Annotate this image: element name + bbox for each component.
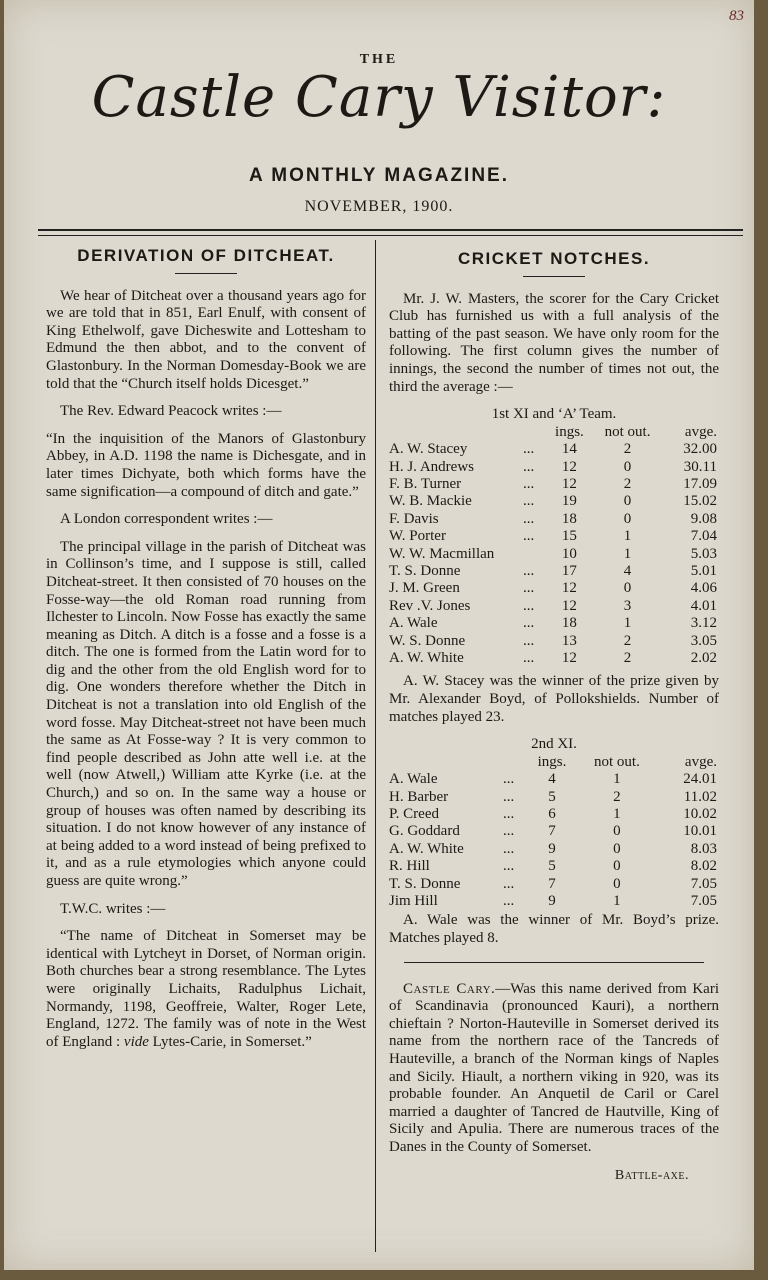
- leader-dots: ...: [503, 823, 515, 840]
- player-name: H. Barber: [389, 788, 449, 805]
- table-row: [389, 876, 719, 893]
- table-row: [389, 459, 719, 476]
- average-value: 10.01: [683, 823, 717, 840]
- heading-rule: [523, 276, 585, 277]
- innings-value: 9: [548, 893, 556, 910]
- twc-quote: [46, 928, 366, 1051]
- castle-cary-text: —Was this name derived from Kari of Scandinavia (pronounced Kauri), a northern chieftain ? Norton-Hauteville in Somerset derived its name from the northern race of the Tancreds of Hauteville, a branch of the Norman kings of Naples and Sicily. Hiault, a northern viking in 920, was its probable founder. An Anquetil de Caril or Carel married a daughter of Tancred de Hautville, King of Sicily and Apulia. There are numerous traces of the Danes in the County of Somerset.: [389, 980, 719, 1155]
- col-notout: not out.: [593, 753, 640, 770]
- innings-value: 14: [561, 441, 577, 458]
- innings-value: 5: [548, 788, 556, 805]
- player-name: W. W. Macmillan: [389, 545, 495, 562]
- twc-quote-end: Lytes-Carie, in Somerset.”: [148, 1033, 312, 1050]
- table-row: [389, 771, 719, 788]
- average-value: 8.02: [690, 858, 717, 875]
- col-avge: avge.: [684, 423, 717, 440]
- not-out-value: 0: [623, 510, 632, 527]
- leader-dots: ...: [523, 510, 535, 527]
- average-value: 5.03: [690, 545, 717, 562]
- innings-value: 7: [548, 875, 556, 892]
- innings-value: 5: [548, 858, 556, 875]
- peacock-quote: “In the inquisition of the Manors of Glastonbury Abbey, in A.D. 1198 the name is Dichesgate, and in later times Dichyate, both which forms have the same signification—a compound of ditch and gate.”: [46, 430, 366, 500]
- masthead-the: THE: [359, 52, 399, 67]
- table-row: [389, 528, 719, 545]
- player-name: Jim Hill: [389, 893, 438, 910]
- average-value: 8.03: [690, 840, 717, 857]
- col-avge: avge.: [684, 753, 717, 770]
- average-value: 7.04: [690, 528, 717, 545]
- castle-cary-paragraph: [389, 981, 719, 1157]
- table-row: [389, 650, 719, 667]
- castle-cary-lead: Castle Cary.: [403, 980, 496, 997]
- average-value: 4.01: [690, 597, 717, 614]
- innings-value: 12: [561, 475, 577, 492]
- average-value: 7.05: [690, 875, 717, 892]
- player-name: Rev .V. Jones: [389, 597, 471, 614]
- average-value: 30.11: [683, 458, 717, 475]
- innings-value: 19: [561, 493, 577, 510]
- table-row: [389, 476, 719, 493]
- leader-dots: ...: [523, 615, 535, 632]
- section-divider: [404, 962, 704, 963]
- not-out-value: 1: [623, 615, 632, 632]
- table-row: [389, 563, 719, 580]
- table2-note: A. Wale was the winner of Mr. Boyd’s prize. Matches played 8.: [389, 912, 719, 947]
- player-name: F. Davis: [389, 510, 439, 527]
- innings-value: 15: [561, 528, 577, 545]
- table-row: [389, 789, 719, 806]
- magazine-page: [4, 0, 754, 1270]
- player-name: A. W. White: [389, 650, 464, 667]
- player-name: J. M. Green: [389, 580, 460, 597]
- masthead-title: Castle Cary Visitor:: [91, 65, 667, 130]
- col-ings: ings.: [537, 753, 567, 770]
- table-row: [389, 493, 719, 510]
- player-name: A. W. Stacey: [389, 441, 468, 458]
- right-column: [389, 250, 719, 1184]
- table-row: [389, 598, 719, 615]
- player-name: W. S. Donne: [389, 632, 466, 649]
- innings-value: 6: [548, 806, 556, 823]
- average-value: 10.02: [683, 806, 717, 823]
- player-name: T. S. Donne: [389, 875, 461, 892]
- london-intro: A London correspondent writes :—: [60, 511, 273, 528]
- table1-note: A. W. Stacey was the winner of the prize given by Mr. Alexander Boyd, of Pollokshields. Number of matches played 23.: [389, 673, 719, 725]
- header-double-rule: [38, 229, 743, 236]
- player-name: A. W. White: [389, 840, 464, 857]
- not-out-value: 1: [623, 545, 632, 562]
- table-row: [389, 858, 719, 875]
- innings-value: 13: [561, 632, 577, 649]
- innings-value: 4: [548, 771, 556, 788]
- leader-dots: ...: [523, 632, 535, 649]
- leader-dots: ...: [503, 771, 515, 788]
- not-out-value: 1: [623, 528, 632, 545]
- not-out-value: 4: [623, 563, 632, 579]
- average-value: 5.01: [690, 563, 717, 579]
- table-header-row: [389, 754, 719, 771]
- leader-dots: ...: [503, 806, 515, 823]
- not-out-value: 3: [623, 597, 632, 614]
- not-out-value: 2: [623, 441, 632, 458]
- heading-rule: [175, 273, 237, 274]
- innings-value: 12: [561, 458, 577, 475]
- leader-dots: ...: [523, 475, 535, 492]
- player-name: R. Hill: [389, 858, 430, 875]
- table-header-row: [389, 424, 719, 441]
- table-row: [389, 633, 719, 650]
- leader-dots: ...: [503, 840, 515, 857]
- signature: Battle-axe.: [614, 1167, 689, 1183]
- second-xi-table: [389, 754, 719, 911]
- table-row: [389, 580, 719, 597]
- player-name: W. Porter: [389, 528, 446, 545]
- col-notout: not out.: [604, 423, 651, 440]
- not-out-value: 0: [623, 458, 632, 475]
- average-value: 11.02: [683, 788, 717, 805]
- leader-dots: ...: [503, 875, 515, 892]
- table-row: [389, 511, 719, 528]
- leader-dots: ...: [523, 441, 535, 458]
- col-ings: ings.: [555, 423, 584, 440]
- average-value: 15.02: [683, 493, 717, 510]
- leader-dots: ...: [523, 493, 535, 510]
- masthead-subtitle: A MONTHLY MAGAZINE.: [248, 165, 510, 186]
- table-row: [389, 615, 719, 632]
- table2-title: 2nd XI.: [531, 736, 577, 753]
- leader-dots: ...: [503, 858, 515, 875]
- table-row: [389, 806, 719, 823]
- innings-value: 12: [561, 650, 577, 667]
- average-value: 9.08: [690, 510, 717, 527]
- table-row: [389, 546, 719, 563]
- player-name: F. B. Turner: [389, 475, 462, 492]
- player-name: G. Goddard: [389, 823, 460, 840]
- not-out-value: 2: [613, 788, 621, 805]
- cricket-heading: CRICKET NOTCHES.: [457, 249, 651, 268]
- average-value: 2.02: [690, 650, 717, 667]
- player-name: A. Wale: [389, 615, 438, 632]
- first-xi-table: [389, 424, 719, 668]
- ditcheat-heading: DERIVATION OF DITCHEAT.: [77, 246, 335, 265]
- not-out-value: 0: [623, 580, 632, 597]
- not-out-value: 1: [613, 893, 621, 910]
- not-out-value: 1: [613, 771, 621, 788]
- player-name: H. J. Andrews: [389, 458, 474, 475]
- average-value: 3.05: [690, 632, 717, 649]
- leader-dots: ...: [503, 893, 515, 910]
- twc-intro: T.W.C. writes :—: [60, 900, 166, 917]
- innings-value: 12: [561, 580, 577, 597]
- table-row: [389, 823, 719, 840]
- leader-dots: ...: [523, 458, 535, 475]
- innings-value: 9: [548, 840, 556, 857]
- innings-value: 18: [561, 615, 577, 632]
- peacock-intro: The Rev. Edward Peacock writes :—: [60, 403, 282, 420]
- table-row: [389, 841, 719, 858]
- page-number: 83: [729, 8, 744, 24]
- leader-dots: ...: [523, 597, 535, 614]
- not-out-value: 0: [623, 493, 632, 510]
- table-row: [389, 441, 719, 458]
- average-value: 7.05: [690, 893, 717, 910]
- london-letter: The principal village in the parish of Ditcheat was in Collinson’s time, and I suppose is still, called Ditcheat-street. It then consisted of 70 houses on the Fosse-way—the old Roman road running from Ilchester to Lincoln. Now Fosse has exactly the same meaning as Ditch. A ditch is a fosse and a fosse is a ditch. The one is formed from the Latin word for to dig and the other from the old English word for to dig. One wonders therefore whether the Ditch in Ditcheat is not a translation into old English of the word fosse. May Ditcheat-street not have been much the same as At Fosse-way ? It is very common to find people described as John atte well i.e. at the well (now Atwell,) William atte Kyrke (i.e. at the Church,) and so on. In the same way a house or group of houses was often named by describing its situation. I do not know however of any instance of at being added to a word instead of being prefixed to it, and as a rule etymologies which anyone could guess are quite wrong.”: [46, 538, 366, 889]
- twc-quote-text: “The name of Ditcheat in Somerset may be identical with Lytcheyt in Dorset, of Norman origin. Both churches bear a strong resemblance. The Lytes were originally Lichaits, Radulphus Lichait, Normandy, 1198, Geoffreie, Walter, Roger Lete, England, 1272. The family was of note in the West of England :: [46, 928, 366, 1050]
- innings-value: 12: [561, 597, 577, 614]
- not-out-value: 0: [613, 875, 621, 892]
- cricket-intro: Mr. J. W. Masters, the scorer for the Cary Cricket Club has furnished us with a full analysis of the batting of the past season. We have only room for the following. The first column gives the number of innings, the second the number of times not out, the third the average :—: [389, 290, 719, 395]
- average-value: 4.06: [690, 580, 717, 597]
- leader-dots: ...: [503, 788, 515, 805]
- not-out-value: 2: [623, 475, 632, 492]
- left-column: [46, 247, 366, 1061]
- column-divider: [375, 240, 376, 1252]
- player-name: A. Wale: [389, 771, 438, 788]
- issue-date: NOVEMBER, 1900.: [304, 198, 454, 215]
- not-out-value: 1: [613, 806, 621, 823]
- table1-title: 1st XI and ‘A’ Team.: [491, 406, 617, 423]
- table-row: [389, 893, 719, 910]
- average-value: 32.00: [683, 441, 717, 458]
- not-out-value: 0: [613, 840, 621, 857]
- not-out-value: 0: [613, 823, 621, 840]
- innings-value: 7: [548, 823, 556, 840]
- leader-dots: ...: [523, 563, 535, 579]
- leader-dots: ...: [523, 580, 535, 597]
- average-value: 3.12: [690, 615, 717, 632]
- leader-dots: [519, 546, 547, 563]
- ditcheat-paragraph-1: We hear of Ditcheat over a thousand years ago for we are told that in 851, Earl Enulf, with consent of King Ethelwolf, gave Dicheswite and Lottesham to Edmund the then abbot, and to the convent of Glastonbury. In the Norman Domesday-Book we are told that the “Church itself holds Dicesget.”: [46, 287, 366, 392]
- average-value: 24.01: [683, 771, 717, 788]
- innings-value: 18: [561, 510, 577, 527]
- leader-dots: ...: [523, 528, 535, 545]
- player-name: T. S. Donne: [389, 563, 461, 579]
- average-value: 17.09: [683, 475, 717, 492]
- twc-vide: vide: [123, 1033, 149, 1050]
- not-out-value: 0: [613, 858, 621, 875]
- innings-value: 17: [561, 563, 577, 579]
- innings-value: 10: [561, 545, 577, 562]
- player-name: P. Creed: [389, 806, 439, 823]
- player-name: W. B. Mackie: [389, 493, 472, 510]
- not-out-value: 2: [623, 632, 632, 649]
- not-out-value: 2: [623, 650, 632, 667]
- leader-dots: ...: [523, 650, 535, 667]
